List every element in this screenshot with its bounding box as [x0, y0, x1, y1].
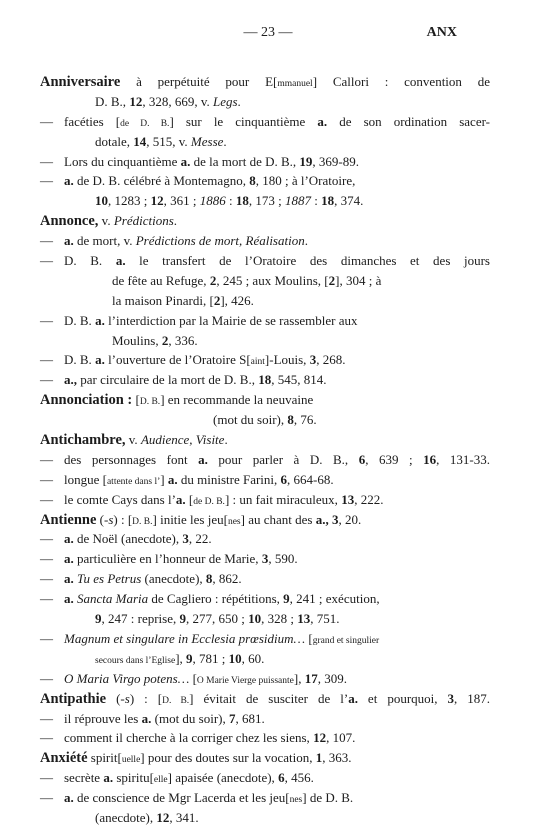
index-line	[40, 589, 490, 609]
line-text	[64, 152, 359, 172]
text-segment: ]	[160, 471, 168, 487]
text-segment: Sancta Maria	[77, 591, 149, 607]
text-segment: 18	[321, 193, 335, 209]
text-segment: a.	[167, 471, 178, 487]
index-line	[40, 808, 490, 828]
text-segment: 19	[299, 153, 313, 169]
text-segment: a.	[180, 153, 191, 169]
line-text	[112, 331, 198, 351]
line-text	[64, 251, 490, 271]
text-segment: ],	[175, 650, 187, 666]
entry-dash: —	[40, 551, 53, 567]
text-segment: 2	[161, 332, 169, 348]
text-segment: a.	[141, 710, 152, 726]
line-text	[64, 450, 490, 470]
line-text	[64, 589, 380, 609]
text-segment: D. B.	[162, 695, 190, 706]
text-segment: 1887	[285, 193, 311, 209]
text-segment: 13	[341, 491, 355, 507]
entry-dash: —	[40, 531, 53, 547]
text-segment: , 336.	[168, 332, 198, 348]
entry-dash: —	[40, 372, 53, 388]
index-headword-line	[40, 72, 490, 92]
text-segment: particulière en l’honneur de Marie,	[73, 551, 262, 567]
index-line	[40, 788, 490, 808]
text-segment: a.	[115, 253, 126, 269]
text-segment: dotale,	[95, 133, 134, 149]
line-text	[64, 370, 326, 390]
text-segment: ] de D. B.	[302, 790, 354, 806]
text-segment: (anecdote),	[95, 809, 157, 825]
index-line	[40, 311, 490, 331]
text-segment: D. B.	[139, 397, 161, 408]
text-segment: s	[108, 511, 114, 527]
text-segment: , 456.	[284, 770, 314, 786]
index-headword-line	[40, 748, 490, 768]
text-segment: 9	[186, 650, 193, 666]
text-segment: 6	[278, 770, 285, 786]
text-segment: nes	[227, 516, 241, 527]
entry-dash: —	[40, 630, 53, 646]
line-text	[64, 569, 242, 589]
text-segment: ], 304 ; à	[335, 272, 382, 288]
text-segment: secours dans l’Eglise	[95, 655, 176, 666]
running-head: ANX	[426, 25, 457, 40]
text-segment: [	[305, 630, 313, 646]
text-segment: ) : [	[113, 511, 133, 527]
text-segment: , 247 : reprise,	[101, 611, 180, 627]
text-segment: , 180 ; à l’Oratoire,	[255, 173, 356, 189]
text-segment: , 341.	[169, 809, 199, 825]
text-segment: , 369-89.	[312, 153, 359, 169]
text-segment: [	[185, 491, 194, 507]
index-line	[40, 251, 490, 271]
text-segment: de D. B. célébré à Montemagno,	[73, 173, 250, 189]
text-segment: , 590.	[268, 551, 298, 567]
entry-dash: —	[40, 451, 53, 467]
text-segment: D. B.,	[95, 93, 130, 109]
text-segment: [	[189, 670, 197, 686]
text-segment: , 107.	[326, 730, 356, 746]
text-segment: de Noël (anecdote),	[73, 531, 183, 547]
entry-headword: Antichambre,	[40, 432, 126, 449]
text-segment: (-	[96, 511, 109, 527]
text-segment: , 268.	[316, 352, 346, 368]
index-line	[40, 291, 490, 311]
text-segment: 9	[95, 611, 102, 627]
text-segment: mmanuel	[277, 79, 313, 89]
text-segment: comment il cherche à la corriger chez les siens,	[64, 730, 314, 746]
line-text	[64, 549, 298, 569]
index-line	[40, 450, 490, 470]
text-segment: Tu es Petrus	[77, 571, 142, 587]
text-segment: de conscience de Mgr Lacerda et les jeu[	[73, 790, 290, 806]
text-segment: spiritu[	[113, 770, 154, 786]
text-segment: , 277, 650 ;	[185, 611, 249, 627]
text-segment: , 751.	[310, 611, 340, 627]
index-line	[40, 132, 490, 152]
index-line	[40, 331, 490, 351]
text-segment: , 22.	[188, 531, 212, 547]
text-segment: 3	[261, 551, 269, 567]
text-segment: de fête au Refuge,	[112, 272, 210, 288]
text-segment: a.	[95, 312, 105, 328]
text-segment: D. B.	[132, 516, 153, 527]
text-segment: de D. B.	[193, 496, 225, 507]
text-segment: ], 426.	[220, 292, 254, 308]
text-segment: de son ordination sacer-	[327, 113, 490, 129]
text-segment: des personnages font	[64, 451, 199, 467]
text-segment: .	[173, 213, 178, 229]
text-segment: spirit[	[87, 750, 122, 766]
index-line	[40, 629, 490, 649]
text-segment: , 173 ;	[248, 193, 285, 209]
line-text	[40, 430, 228, 451]
index-line	[40, 649, 490, 669]
text-segment: 1	[315, 750, 323, 766]
index-headword-line	[40, 689, 490, 709]
index-line	[40, 709, 490, 729]
index-line	[40, 728, 490, 748]
index-line	[40, 609, 490, 629]
text-segment: , 187.	[454, 690, 491, 706]
text-segment: 8	[249, 173, 256, 189]
text-segment: elle	[153, 775, 168, 786]
text-segment: 10	[95, 193, 108, 209]
index-line	[40, 152, 490, 172]
text-segment: Legs	[212, 93, 238, 109]
text-segment: a.	[175, 491, 186, 507]
text-segment: , 309.	[317, 670, 347, 686]
text-segment: , 862.	[212, 571, 242, 587]
text-segment: 10	[248, 611, 262, 627]
text-segment: 10	[228, 650, 242, 666]
text-segment: a.	[64, 233, 74, 249]
entry-headword: Annonciation :	[40, 392, 133, 409]
entry-dash: —	[40, 173, 53, 189]
line-text	[64, 231, 308, 251]
index-line	[40, 350, 490, 370]
entry-dash: —	[40, 710, 53, 726]
text-segment: ] sur le cinquantième	[169, 113, 318, 129]
text-segment: v.	[98, 213, 114, 229]
text-segment: 8	[205, 571, 213, 587]
text-segment: , 363.	[322, 750, 352, 766]
entry-headword: Anniversaire	[40, 74, 121, 90]
line-text	[64, 171, 355, 191]
text-segment: , 60.	[241, 650, 265, 666]
page-header	[0, 25, 536, 45]
entry-dash: —	[40, 233, 53, 249]
text-segment: , 515, v.	[146, 133, 191, 149]
text-segment: 16	[423, 451, 437, 467]
text-segment: a.	[348, 690, 358, 706]
line-text	[95, 92, 241, 112]
text-segment: 9	[283, 591, 290, 607]
text-segment: , 20.	[338, 511, 362, 527]
text-segment: [	[132, 392, 140, 408]
entry-dash: —	[40, 471, 53, 487]
text-segment: ] en recommande la neuvaine	[160, 392, 314, 408]
text-segment: (anecdote),	[141, 571, 206, 587]
entry-dash: —	[40, 491, 53, 507]
index-line	[40, 768, 490, 788]
text-segment: a.	[64, 551, 74, 567]
line-text	[95, 808, 199, 828]
text-segment: (mot du soir),	[151, 710, 230, 726]
text-segment: le comte Cays dans l’	[64, 491, 176, 507]
index-line	[40, 410, 490, 430]
index-line	[40, 92, 490, 112]
text-segment: ] : un fait miraculeux,	[224, 491, 342, 507]
text-segment: Audience, Visite	[140, 432, 225, 448]
text-segment: facéties [	[64, 113, 121, 129]
text-segment: 2	[213, 292, 221, 308]
text-segment: ] Callori : convention de	[312, 74, 490, 89]
text-segment: .	[223, 133, 227, 149]
entry-headword: Annonce,	[40, 213, 99, 230]
text-segment: de Cagliero : répétitions,	[148, 591, 284, 607]
text-segment: 18	[235, 193, 249, 209]
text-segment: uelle	[121, 755, 141, 766]
index-line	[40, 231, 490, 251]
text-segment: D. B.	[64, 352, 96, 368]
index-entries	[40, 72, 490, 828]
text-segment: il réprouve les	[64, 710, 142, 726]
text-segment: 8	[287, 412, 294, 428]
text-segment: ],	[293, 670, 305, 686]
text-segment: (mot du soir),	[213, 412, 288, 428]
text-segment: (-	[106, 690, 125, 706]
line-text	[64, 311, 358, 331]
page-number: — 23 —	[243, 25, 293, 40]
text-segment: ] évitait de susciter de l’	[189, 690, 349, 706]
text-segment: à perpétuité pour E[	[120, 74, 278, 89]
text-segment: .	[237, 93, 241, 109]
text-segment: , 241 ; exécution,	[289, 591, 380, 607]
index-headword-line	[40, 510, 490, 530]
line-text	[95, 191, 363, 211]
text-segment: a.,	[315, 511, 329, 527]
text-segment: s	[124, 690, 130, 706]
index-line	[40, 271, 490, 291]
text-segment: a.	[64, 173, 74, 189]
entry-dash: —	[40, 790, 53, 806]
text-segment: 2	[328, 272, 336, 288]
text-segment: a.,	[64, 372, 77, 388]
text-segment: 6	[280, 471, 288, 487]
text-segment: , 681.	[235, 710, 265, 726]
index-line	[40, 669, 490, 689]
text-segment: 3	[447, 690, 455, 706]
text-segment: grand et singulier	[312, 635, 380, 646]
text-segment: par circulaire de la mort de D. B.,	[77, 372, 259, 388]
line-text	[213, 410, 317, 430]
text-segment: Magnum et singulare in Ecclesia prœsidium…	[64, 630, 306, 646]
text-segment: a.	[103, 770, 114, 786]
text-segment: a.	[198, 451, 208, 467]
text-segment: nes	[289, 795, 303, 806]
text-segment: :	[311, 193, 322, 209]
entry-dash: —	[40, 571, 53, 587]
text-segment: 17	[304, 670, 318, 686]
line-text	[40, 211, 177, 232]
text-segment: O Marie Vierge puissante	[196, 675, 294, 686]
text-segment: 12	[150, 193, 164, 209]
entry-dash: —	[40, 312, 53, 328]
text-segment: ] initie les jeu[	[152, 511, 228, 527]
text-segment: ] au chant des	[240, 511, 316, 527]
text-segment: D. B.	[64, 253, 116, 269]
text-segment: D. B.	[64, 312, 96, 328]
line-text	[112, 291, 254, 311]
index-line	[40, 470, 490, 490]
index-line	[40, 549, 490, 569]
text-segment: 12	[156, 809, 170, 825]
text-segment: 3	[331, 511, 339, 527]
text-segment: 18	[258, 372, 272, 388]
text-segment: a.	[95, 352, 105, 368]
text-segment: 3	[309, 352, 317, 368]
text-segment: du ministre Farini,	[177, 471, 281, 487]
text-segment: 7	[229, 710, 236, 726]
text-segment: a.	[64, 531, 74, 547]
text-segment: :	[225, 193, 236, 209]
text-segment: le transfert de l’Oratoire des dimanches et des jours	[125, 253, 490, 269]
text-segment: et pourquoi,	[357, 690, 448, 706]
text-segment: , 361 ;	[163, 193, 200, 209]
entry-dash: —	[40, 770, 53, 786]
text-segment: ]-Louis,	[264, 352, 310, 368]
text-segment: , 222.	[354, 491, 384, 507]
text-segment: , 328, 669, v.	[142, 93, 213, 109]
text-segment: a.	[64, 790, 74, 806]
line-text	[112, 271, 381, 291]
text-segment: Prédictions de mort, Réalisation	[135, 233, 305, 249]
text-segment: , 76.	[293, 412, 317, 428]
entry-headword: Anxiété	[40, 750, 88, 767]
entry-dash: —	[40, 730, 53, 746]
text-segment: .	[224, 432, 228, 448]
text-segment: 3	[182, 531, 189, 547]
line-text	[64, 529, 212, 549]
text-segment: 1886	[199, 193, 226, 209]
index-line	[40, 171, 490, 191]
text-segment: attente dans l’	[106, 476, 161, 487]
entry-dash: —	[40, 591, 53, 607]
text-segment: ) : [	[129, 690, 163, 706]
text-segment: a.	[64, 591, 74, 607]
text-segment: aint	[250, 357, 265, 368]
text-segment: , 245 ; aux Moulins, [	[216, 272, 329, 288]
entry-headword: Antienne	[40, 511, 97, 528]
entry-dash: —	[40, 253, 53, 269]
text-segment: , 545, 814.	[271, 372, 327, 388]
index-line	[40, 191, 490, 211]
text-segment: 12	[129, 93, 143, 109]
index-line	[40, 370, 490, 390]
text-segment: ] pour des doutes sur la vocation,	[140, 750, 316, 766]
entry-dash: —	[40, 352, 53, 368]
index-headword-line	[40, 211, 490, 231]
line-text	[64, 709, 265, 729]
text-segment: 13	[297, 611, 311, 627]
entry-dash: —	[40, 113, 53, 129]
text-segment: de mort, v.	[73, 233, 136, 249]
text-segment: secrète	[64, 770, 104, 786]
text-segment: la maison Pinardi, [	[112, 292, 214, 308]
index-line	[40, 112, 490, 132]
text-segment: pour parler à D. B.,	[207, 451, 359, 467]
text-segment: Prédictions	[113, 213, 174, 229]
text-segment: Messe	[190, 133, 224, 149]
text-segment: a.	[64, 571, 74, 587]
text-segment: O Maria Virgo potens…	[64, 670, 190, 686]
entry-dash: —	[40, 153, 53, 169]
text-segment: Moulins,	[112, 332, 162, 348]
index-line	[40, 569, 490, 589]
text-segment: , 639 ;	[365, 451, 424, 467]
text-segment: Lors du cinquantième	[64, 153, 181, 169]
text-segment: , 781 ;	[192, 650, 229, 666]
text-segment: , 374.	[334, 193, 364, 209]
text-segment: 9	[179, 611, 186, 627]
text-segment: de la mort de D. B.,	[190, 153, 300, 169]
text-segment: 2	[209, 272, 217, 288]
index-headword-line	[40, 390, 490, 410]
text-segment: , 1283 ;	[108, 193, 151, 209]
text-segment: , 328 ;	[261, 611, 298, 627]
entry-headword: Antipathie	[40, 690, 107, 707]
entry-dash: —	[40, 670, 53, 686]
text-segment: a.	[317, 113, 328, 129]
text-segment: l’interdiction par la Mairie de se rassembler aux	[104, 312, 358, 328]
text-segment: .	[304, 233, 308, 249]
text-segment: de D. B.	[120, 118, 170, 129]
text-segment: ] apaisée (anecdote),	[167, 770, 279, 786]
text-segment: 6	[358, 451, 366, 467]
index-line	[40, 490, 490, 510]
text-segment: l’ouverture de l’Oratoire S[	[104, 352, 251, 368]
line-text	[64, 728, 355, 748]
text-segment: , 131-33.	[436, 451, 490, 467]
text-segment: , 664-68.	[287, 471, 334, 487]
index-line	[40, 529, 490, 549]
line-text	[95, 609, 339, 629]
line-text	[95, 132, 227, 152]
index-headword-line	[40, 430, 490, 450]
text-segment: v.	[125, 432, 141, 448]
text-segment: longue [	[64, 471, 107, 487]
text-segment: 14	[133, 133, 147, 149]
text-segment: 12	[313, 730, 327, 746]
